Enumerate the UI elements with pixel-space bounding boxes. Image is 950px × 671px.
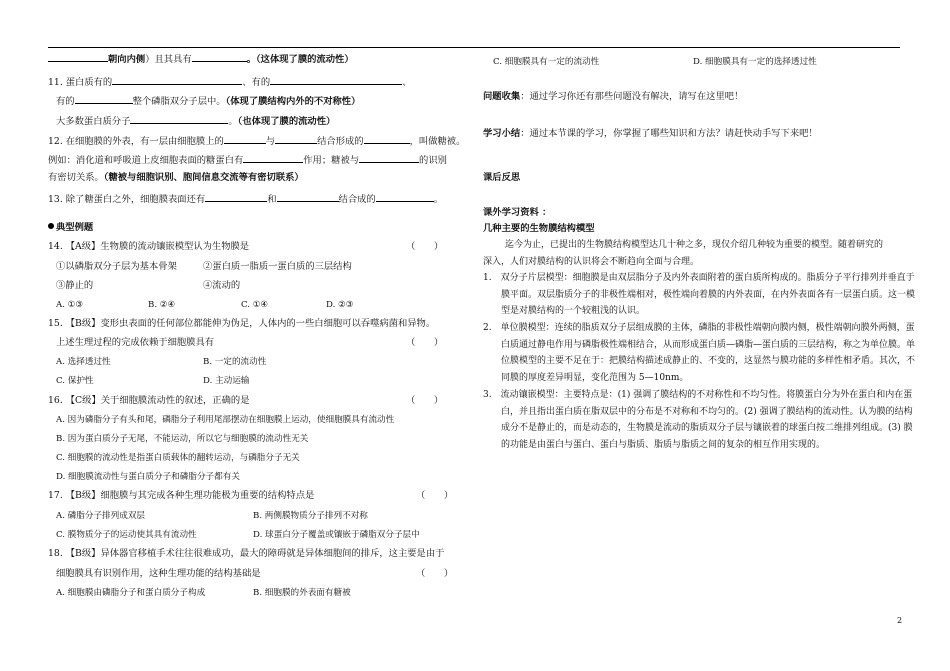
blank[interactable] (376, 192, 434, 202)
learning-summary: 学习小结：通过本节课的学习，你掌握了哪些知识和方法？请赶快动手写下来吧！ (483, 128, 818, 139)
question-18: 18. 【B级】异体器官移植手术往往很难成功，最大的障碍就是异体细胞间的排斥，这主要是由于 (48, 548, 445, 559)
answer-paren[interactable]: （ ） (416, 490, 454, 501)
header-rule (48, 47, 900, 48)
blank[interactable] (130, 114, 228, 124)
choice-a[interactable]: A. 磷脂分子排列成双层 (56, 511, 146, 521)
choice-c[interactable]: C. 细胞膜具有一定的流动性 (493, 57, 600, 67)
choice-c[interactable]: C. 细胞膜的流动性是指蛋白质载体的翻转运动，与磷脂分子无关 (56, 453, 300, 463)
article-paragraph-3: 3. 流动镶嵌模型：主要特点是：(1) 强调了膜结构的不对称性和不均匀性。将膜蛋白分为外在蛋白和内在蛋白，并且指出蛋白质在脂双层中的分布是不对称和不均匀的。(2) 强调了膜结构的流动性。认为膜的结构成分不是静止的，而是动态的，生物膜是流动的脂质双分子层与镶嵌着的球蛋白按二维排列组成。(3) 膜的功能是由蛋白与蛋白、蛋白与脂质、脂质与脂质之间的复杂的相互作用实现的。 (483, 390, 913, 450)
item-11-cont2: 大多数蛋白质分子 。（也体现了膜的流动性） (56, 116, 336, 127)
blank[interactable] (48, 52, 108, 62)
item-12: 12. 在细胞膜的外表，有一层由细胞膜上的 与 结合形成的 ，叫做糖被。 (48, 136, 466, 147)
fill-line-1: 朝向内侧）且其具有 。（这体现了膜的流动性） (48, 52, 354, 66)
choice-c[interactable]: C. ①④ (241, 300, 269, 310)
choice-c[interactable]: C. 膜物质分子的运动使其具有流动性 (56, 530, 197, 540)
option[interactable]: ④流动的 (203, 280, 241, 291)
article-intro-cont: 深入，人们对膜结构的认识将会不断趋向全面与合理。 (483, 257, 700, 267)
choice-d[interactable]: D. 细胞膜具有一定的选择透过性 (693, 57, 817, 67)
question-15-cont: 上述生理过程的完成依赖于细胞膜具有 (56, 337, 215, 348)
article-intro: 迄今为止，已提出的生物膜结构模型达几十种之多，现仅介绍几种较为重要的模型。随着研究的 (505, 240, 884, 250)
item-12-cont2: 有密切关系。（糖被与细胞识别、胞间信息交流等有密切联系） (48, 172, 304, 183)
option[interactable]: ③静止的 (56, 280, 94, 291)
page-number: 2 (897, 616, 903, 625)
answer-paren[interactable]: （ ） (406, 395, 444, 406)
answer-paren[interactable]: （ ） (416, 568, 454, 579)
bullet-dot-icon (48, 223, 54, 229)
blank[interactable] (192, 52, 247, 62)
blank[interactable] (243, 153, 303, 163)
choice-b[interactable]: B. 因为蛋白质分子无尾，不能运动，所以它与细胞膜的流动性无关 (56, 434, 309, 444)
question-17: 17. 【B级】细胞膜与其完成各种生理功能极为重要的结构特点是 (48, 490, 315, 501)
choice-b[interactable]: B. 一定的流动性 (203, 357, 267, 367)
blank[interactable] (359, 153, 419, 163)
question-14: 14. 【A级】生物膜的流动镶嵌模型认为生物膜是 (48, 241, 250, 252)
article-paragraph-2: 2. 单位膜模型：连续的脂质双分子层组成膜的主体，磷脂的非极性端朝向膜内侧，极性端朝向膜外两侧，蛋白质通过静电作用与磷脂极性端相结合，从而形成蛋白质—磷脂—蛋白质的三层结构，称之为单位膜。单位膜模型的主要不足在于：把膜结构描述成静止的、不变的，这显然与膜功能的多样性相矛盾。其次，不同膜的厚度差异明显，变化范围为 5—10nm。 (483, 323, 916, 383)
blank[interactable] (364, 134, 410, 144)
question-16: 16. 【C级】关于细胞膜流动性的叙述，正确的是 (48, 395, 250, 406)
article-paragraph-1: 1. 双分子片层模型：细胞膜是由双层脂分子及内外表面附着的蛋白质所构成的。脂质分子平行排列并垂直于膜平面。双层脂质分子的非极性端相对，极性端向着膜的内外表面，在内外表面各有一层蛋白质。这一模型是对膜结构的一个较粗浅的认识。 (483, 273, 916, 317)
blank[interactable] (205, 192, 267, 202)
blank[interactable] (277, 192, 339, 202)
choice-d[interactable]: D. 球蛋白分子覆盖或镶嵌于磷脂双分子层中 (253, 530, 420, 540)
choice-d[interactable]: D. 细胞膜流动性与蛋白质分子和磷脂分子都有关 (56, 472, 240, 482)
choice-a[interactable]: A. ①③ (56, 300, 84, 310)
choice-a[interactable]: A. 细胞膜由磷脂分子和蛋白质分子构成 (56, 588, 206, 598)
choice-c[interactable]: C. 保护性 (56, 376, 94, 386)
choice-b[interactable]: B. 两侧膜物质分子排列不对称 (253, 511, 368, 521)
choice-b[interactable]: B. ②④ (148, 300, 176, 310)
answer-paren[interactable]: （ ） (406, 241, 444, 252)
question-15: 15. 【B级】变形虫表面的任何部位都能伸为伪足，人体内的一些白细胞可以吞噬病菌和异物。 (48, 318, 436, 329)
blank[interactable] (275, 134, 317, 144)
question-collection: 问题收集：通过学习你还有那些问题没有解决，请写在这里吧！ (483, 91, 744, 102)
article-title: 几种主要的生物膜结构模型 (483, 223, 595, 234)
item-11: 11. 蛋白质有的 、有的 、 (48, 77, 412, 88)
option[interactable]: ①以磷脂双分子层为基本骨架 (56, 261, 177, 272)
blank[interactable] (224, 134, 266, 144)
choice-d[interactable]: D. 主动运输 (203, 376, 250, 386)
item-13: 13. 除了糖蛋白之外，细胞膜表面还有 和 结合成的 。 (48, 194, 444, 205)
section-heading: 典型例题 (48, 222, 93, 234)
choice-a[interactable]: A. 选择透过性 (56, 357, 111, 367)
choice-d[interactable]: D. ②③ (326, 300, 354, 310)
blank[interactable] (270, 75, 402, 85)
question-18-cont: 细胞膜具有识别作用，这种生理功能的结构基础是 (56, 568, 261, 579)
item-11-cont: 有的 整个磷脂双分子层中。（体现了膜结构内外的不对称性） (56, 96, 361, 107)
extra-reading-heading: 课外学习资料 ： (483, 207, 552, 218)
reflection-heading: 课后反思 (483, 172, 521, 183)
item-12-cont: 例如：消化道和呼吸道上皮细胞表面的糖蛋白有 作用；糖被与 的识别 (48, 155, 447, 166)
answer-paren[interactable]: （ ） (406, 337, 444, 348)
choice-a[interactable]: A. 因为磷脂分子有头和尾，磷脂分子利用尾部摆动在细胞膜上运动，使细胞膜具有流动性 (56, 415, 395, 425)
choice-b[interactable]: B. 细胞膜的外表面有糖被 (253, 588, 351, 598)
option[interactable]: ②蛋白质一脂质一蛋白质的三层结构 (203, 261, 352, 272)
blank[interactable] (75, 94, 133, 104)
blank[interactable] (112, 75, 242, 85)
